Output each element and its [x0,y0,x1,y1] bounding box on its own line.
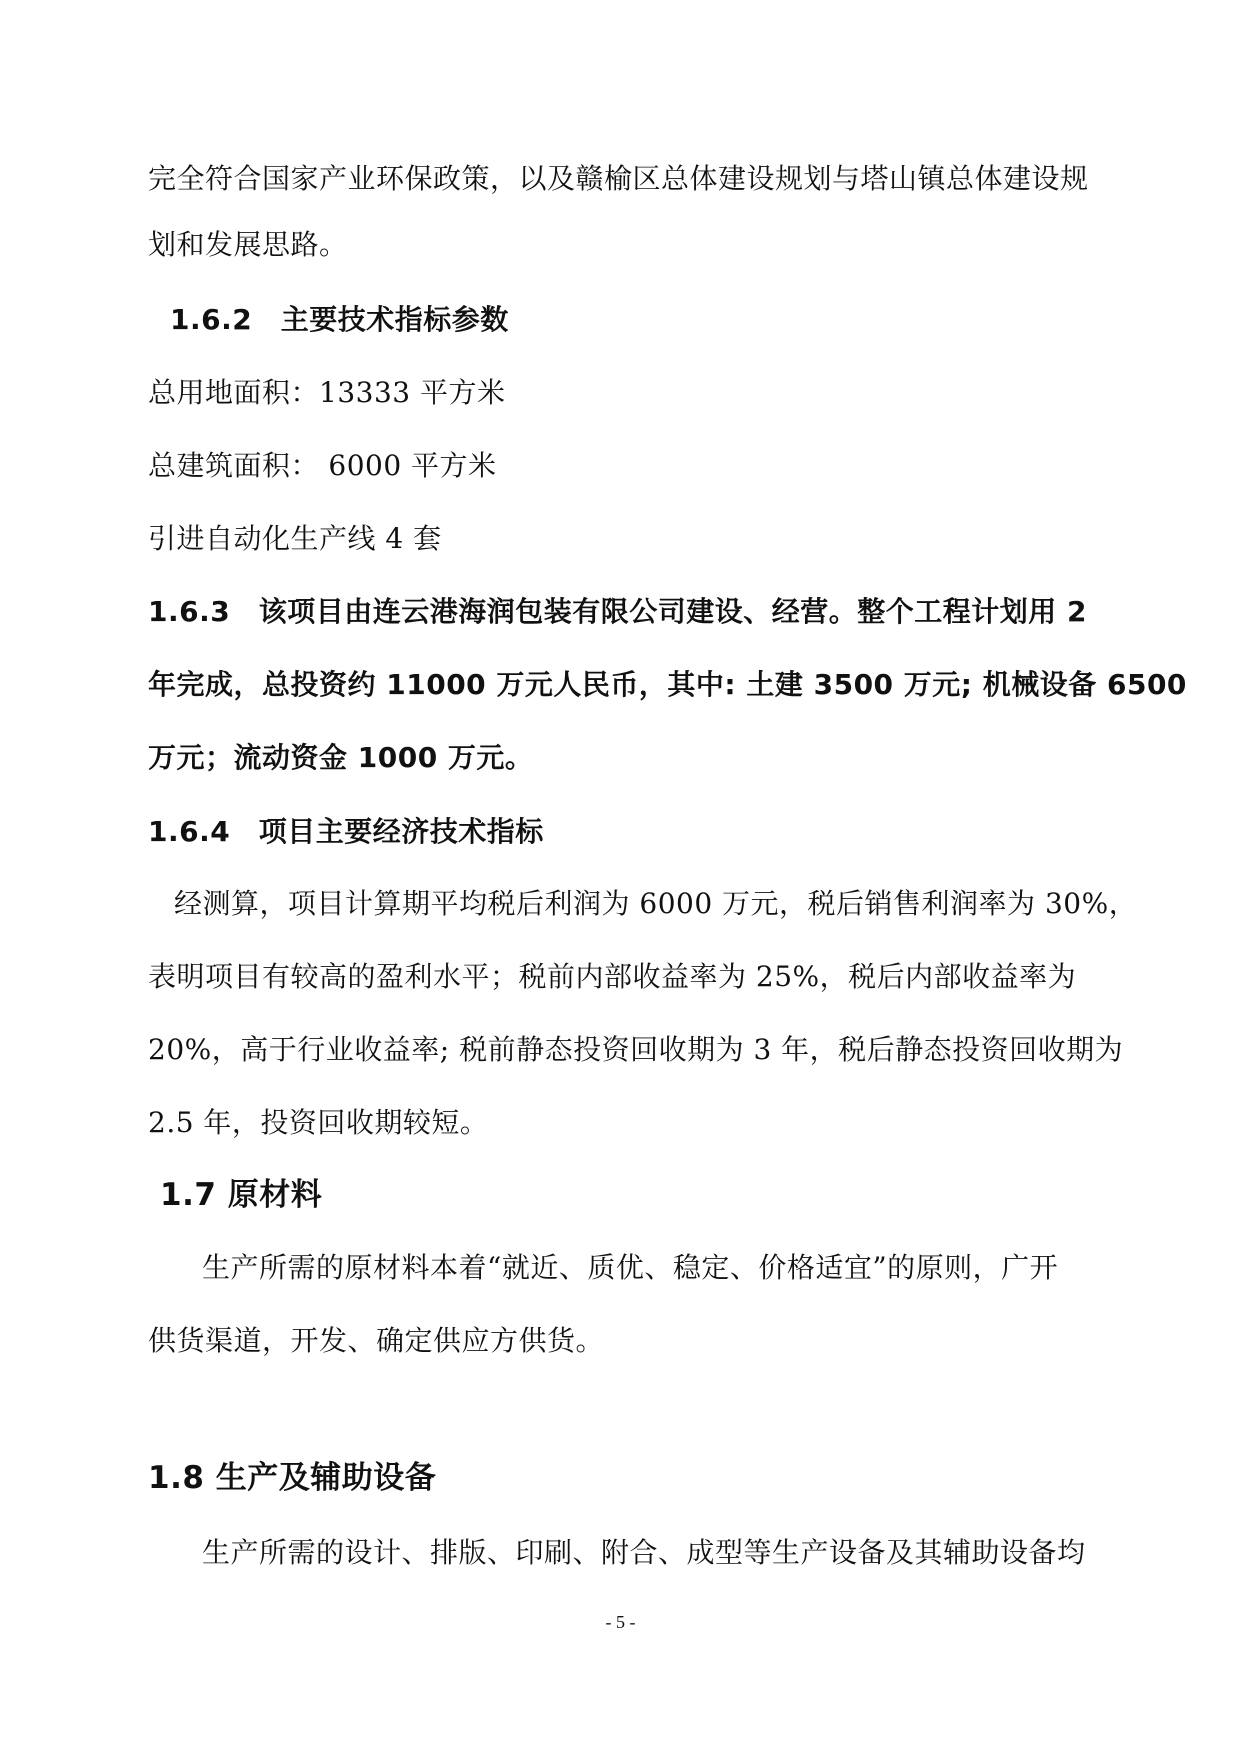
section-1-6-3-line: 1.6.3 该项目由连云港海润包装有限公司建设、经营。整个工程计划用 2 [148,595,1087,628]
economic-indicators-line: 经测算，项目计算期平均税后利润为 6000 万元，税后销售利润率为 30%， [174,887,1138,920]
raw-materials-line: 供货渠道，开发、确定供应方供货。 [148,1324,605,1357]
paragraph-line: 划和发展思路。 [148,228,348,261]
land-area-line: 总用地面积：13333 平方米 [148,376,506,409]
page-number: - 5 - [605,1612,636,1632]
raw-materials-line: 生产所需的原材料本着“就近、质优、稳定、价格适宜”的原则，广开 [202,1251,1059,1284]
economic-indicators-line: 2.5 年，投资回收期较短。 [148,1106,489,1139]
economic-indicators-line: 20%，高于行业收益率; 税前静态投资回收期为 3 年，税后静态投资回收期为 [148,1033,1124,1066]
section-heading-1-6-4: 1.6.4 项目主要经济技术指标 [148,815,544,848]
section-heading-1-6-2: 1.6.2 主要技术指标参数 [170,303,509,336]
paragraph-line: 完全符合国家产业环保政策，以及赣榆区总体建设规划与塔山镇总体建设规 [148,162,1089,195]
building-area-line: 总建筑面积： 6000 平方米 [148,449,497,482]
section-1-6-3-line: 万元；流动资金 1000 万元。 [148,741,534,774]
section-heading-1-7: 1.7 原材料 [160,1177,323,1213]
section-heading-1-8: 1.8 生产及辅助设备 [148,1460,437,1496]
equipment-line: 生产所需的设计、排版、印刷、附合、成型等生产设备及其辅助设备均 [202,1536,1086,1569]
section-1-6-3-line: 年完成，总投资约 11000 万元人民币，其中: 土建 3500 万元; 机械设备 6500 [148,668,1187,701]
production-lines-line: 引进自动化生产线 4 套 [148,522,442,555]
economic-indicators-line: 表明项目有较高的盈利水平；税前内部收益率为 25%，税后内部收益率为 [148,960,1077,993]
